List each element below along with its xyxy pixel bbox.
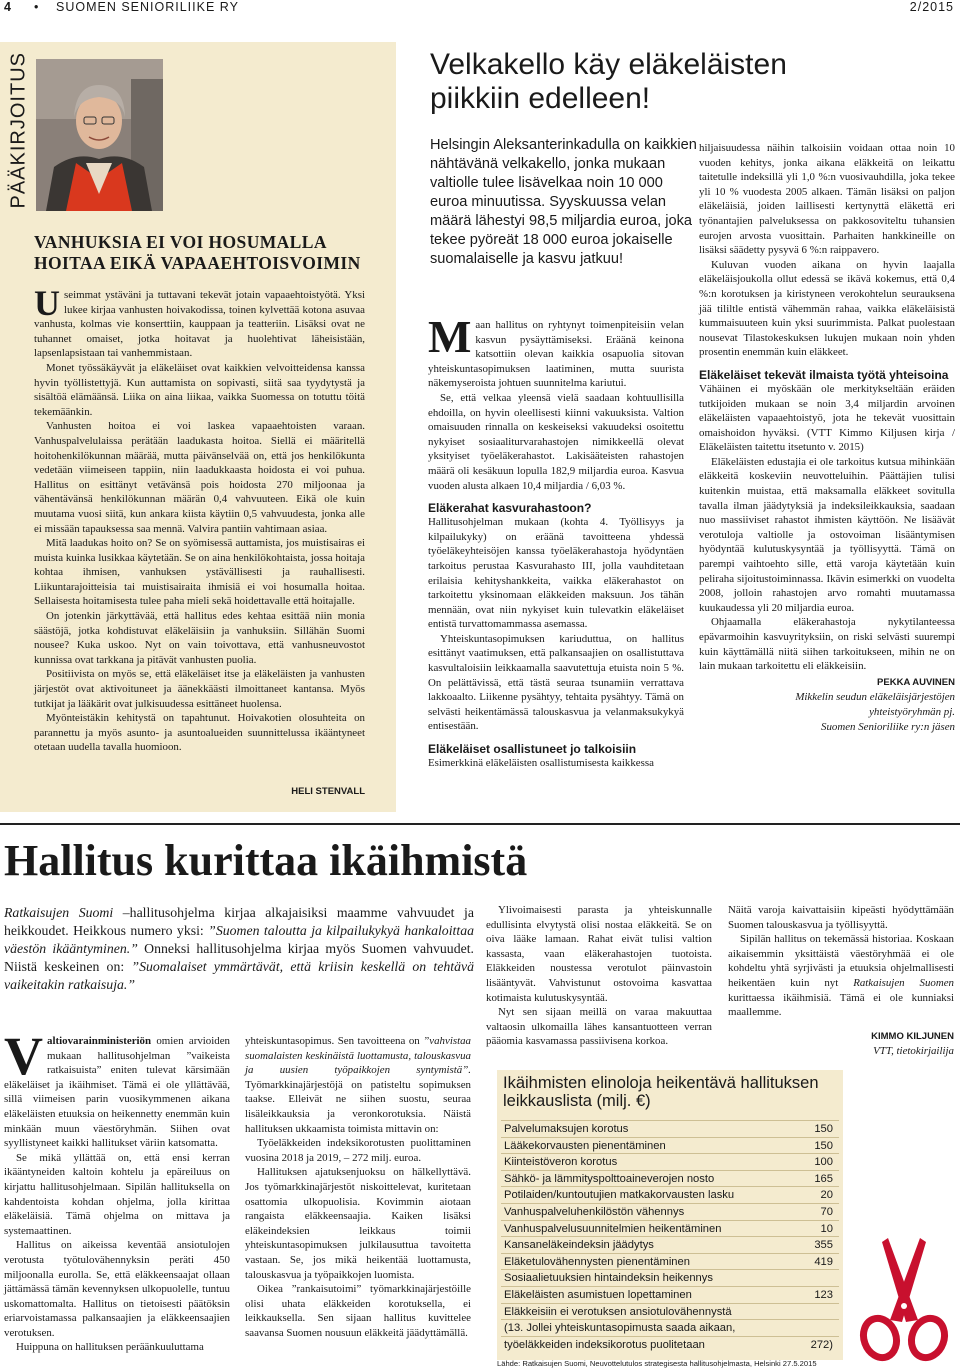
- article-dropcap: M: [428, 311, 472, 362]
- page-number: 4: [4, 0, 12, 14]
- article-paragraph: Vähäinen ei myöskään ole merkitykseltään eräiden tutkijoiden mukaan se noin 3,4 miljardin arvoinen eläkeläisten vapaaehtoistyö, jota he tekevät vuosittain omaishoidon hyväksi. (VTT Kimmo Kiljusen kirja / Eläkeläisten taitettu itsetunto v. 2015): [699, 382, 955, 454]
- article-paragraph: aan hallitus on ryhtynyt toimenpiteisiin velan kasvun pysäyttämiseksi. Eräänä keinona katsottiin olevan kaikkia osapuolia sitovan yhteiskuntasopimuksen laatiminen, mutta suurista näkemyseroista johtuen suunnitelma kariutui.: [428, 319, 684, 390]
- table-row-label: Eläketulovähennysten pienentäminen: [504, 1255, 690, 1268]
- hallitus-paragraph: Huippuna on hallituksen peräänkuuluttama: [16, 1341, 204, 1354]
- table-row-value: 419: [814, 1255, 833, 1268]
- hallitus-paragraph: omien arvioiden mukaan hallitusohjelman ”vaikeista ratkaisuista” eniten tulevat kärsimään eläkeläiset ja ikäihmiset. Tämä ei ole yllättävää, sillä viimeisen parin vuosikymmenen aikana eläkeläisten etuuksia on heikennetty enemmän kuin minkään muun väestöryhmän. Siihen ovat syyllistyneet kaikki hallitukset väriin katsomatta.: [4, 1035, 230, 1150]
- editorial-headline: [34, 232, 389, 274]
- article-lead: Helsingin Aleksanterinkadulla on kaikkien nähtävänä velkakello, jonka mukaan valtiolle tulee lisävelkaa noin 10 000 euroa minuutissa. Syyskuussa velan määrä lähestyi 98,5 miljardia euroa, joka tekee pyöreät 18 000 euroa jokaiselle suomalaiselle ja kasvu jatkuu!: [430, 137, 697, 267]
- editorial-paragraph: seimmat ystäväni ja tuttavani tekevät jotain vapaaehtoistyötä. Yksi lukee kirjaa vanhusten hoivakodissa, toinen kylvettää kotona asuvaa vanhusta, kolmas vie konserttiin, kauppaan ja teatteriin. Lisäksi ovat ne tuhannet omaiset, jotka hoitavat ja huolehtivat läheisistään, lapsenlapsistaan tai vanhemmistaan.: [34, 289, 365, 360]
- article-signature-role: yhteistyöryhmän pj.: [869, 705, 955, 718]
- article-title-line1: Velkakello käy eläkeläisten: [430, 48, 787, 81]
- article-paragraph: hiljaisuudessa näihin talkoisiin voidaan ottaa noin 10 vuoden kehitys, jonka aikana eläkkeitä on leikattu taitetulle indeksillä yli 1,0 %:n vuosivauhdilla, joka tekee yli 10 % vuodesta 2005 alkaen. Tämän lisäksi on paljon eläkeläisiä, joiden laillisesti kertynyttä eläkettä eri työnantajien palveluksessa on pakkosoviteltu tuhansien eurojen arvosta vuosittain. Parhaiten hankkineille on lisäksi säädetty pysyvä 6 %:n raippavero.: [699, 142, 955, 257]
- lead-fragment: Onneksi hallitusohjelma kirjaa myös Suomen vahvuudet. Niistä keskeinen on:: [4, 941, 474, 974]
- table-row-label: Sähkö- ja lämmityspolttoaineverojen nosto: [504, 1172, 715, 1185]
- section-label: [6, 52, 30, 210]
- lead-fragment: Ratkaisujen Suomi: [4, 905, 123, 920]
- editorial-paragraph: Mitä laadukas hoito on? Se on syömisessä auttamista, jos muistisairas ei muista kuinka lusikkaa käytetään. Se on aina henkilökohtaista, jossa hoitaja kohtaa ihmisen, vanhuksen ystävällisesti ja rauhallisesti. Liikuntarajoitteisia tai muistisairaita ihmisiä ei voi hosumalla hoitaa. Sellaisesta hoitamisesta tulee paha mieli sekä hoidettavalle että hoitajalle.: [34, 537, 365, 608]
- article-subheading: Eläkerahat kasvurahastoon?: [428, 501, 592, 516]
- hallitus-paragraph: Työeläkkeiden indeksikorotusten puolittaminen vuosina 2018 ja 2019, – 272 milj. euroa.: [245, 1137, 471, 1164]
- hallitus-fragment: kurittaessa ikäihmisiä. Tämä ei ole kunniaksi maallemme.: [728, 991, 954, 1019]
- article-column-1: [428, 311, 684, 771]
- hallitus-column-4: [728, 903, 954, 1059]
- hallitus-lead: [4, 904, 474, 994]
- article-title-line2: piikkiin edelleen!: [430, 82, 651, 115]
- table-row-value: 355: [814, 1239, 833, 1252]
- table-row: [501, 1153, 839, 1170]
- table-row-label: Kansaneläkeindeksin jäädytys: [504, 1239, 654, 1252]
- editorial-headline-line1: VANHUKSIA EI VOI HOSUMALLA: [34, 232, 327, 252]
- cuts-table-title: Ikäihmisten elinoloja heikentävä hallituksen leikkauslista (milj. €): [503, 1074, 819, 1110]
- hallitus-paragraph: Se mikä yllättää on, että ensi kerran ikääntyneiden kaltoin kohtelu ja epäreiluus on kirjattu hallitusohjelmaan. Sipilän hallituksella on kahdentoista kohdan ohjelma, jolla kirittaa eläkeläisiä. Tämä ohjelma on mittava ja systemaattinen.: [4, 1151, 230, 1237]
- page-header: [0, 0, 960, 18]
- table-row-label: Potilaiden/kuntoutujien matkakorvausten lasku: [504, 1189, 735, 1202]
- table-row-value: 165: [814, 1172, 833, 1185]
- section-divider: [0, 823, 960, 825]
- hallitus-fragment: Työmarkkinajärjestöjä on patisteltu sopimuksen taakse. Elleivät ne siihen suostu, seuraa lisäleikkauksia ja veronkorotuksia. Näistä hallituksen ukkaamista toimista mittavin on:: [245, 1078, 471, 1135]
- table-row-value: 123: [814, 1288, 833, 1301]
- table-row-label: Kiinteistöveron korotus: [504, 1156, 618, 1169]
- article-signature-role: Suomen Senioriliike ry:n jäsen: [821, 720, 955, 733]
- table-row: [501, 1137, 839, 1154]
- hallitus-paragraph: Hallituksen ajatuksenjuoksu on hälkellyttävä. Jos työmarkkinajärjestöt niskoittelevat, kuritetaan osattomia ulkopuolisia. Kovimmin aiotaan rangaista eläkkeensaajia. Kaiken lisäksi eläkeindeksien leikkaus toimii yhteiskuntasopimuksen julkilausuttua tavoitetta vastaan. Se, jos mikä heikentää luottamusta, talouskasvua ja työpaikkojen luomista.: [245, 1166, 471, 1281]
- table-row-label: Eläkkeisiin ei verotuksen ansiotulovähennystä: [504, 1305, 732, 1318]
- table-row: [501, 1236, 839, 1253]
- table-row-value: 100: [814, 1156, 833, 1169]
- table-row-label: Vanhuspalvelusuunnitelmien heikentäminen: [504, 1222, 722, 1235]
- hallitus-paragraph: Oikea ”rankaisutoimi” työmarkkinajärjestöille olisi uhata eläkkeiden korotuksella, ei leikkauksella. Sen sijaan hallitus kuvittelee saavansa Suomen nousuun eläkkeitä jäädyttämällä.: [245, 1283, 471, 1339]
- editorial-dropcap: U: [34, 283, 60, 323]
- table-row-label: työeläkkeiden indeksikorotus puolitetaan: [504, 1338, 705, 1351]
- hallitus-paragraph: Ylivoimaisesti parasta ja yhteiskunnalle edullisinta elvytystä olisi nostaa eläkkeitä. Se on oiva lääke lamaan. Rahat eivät tulisi valtion kassasta, vaan eläkerahastojen tuotoista. Eläkkeiden noustessa verotulot päinvastoin lisääntyvät. Vahvistunut ostovoima kasvattaa kotimaista kulutuskysyntää.: [486, 904, 712, 1004]
- table-row-label: Lääkekorvausten pienentäminen: [504, 1139, 666, 1152]
- hallitus-fragment: ”vahvistaa suomalaisten keskinäistä luottamusta, talouskasvua ja uusien työpaikkojen syntymistä”.: [245, 1035, 471, 1077]
- table-row-value: 150: [814, 1123, 833, 1135]
- issue-number: 2/2015: [909, 0, 954, 14]
- table-row-label: Eläkeläisten asumistuen lopettaminen: [504, 1288, 692, 1301]
- editorial-paragraph: Positiivista on myös se, että eläkeläiset itse ja eläkeläisten ja vanhusten järjestöt ovat aktivoituneet ja äänekkäästi ilmoittaneet kantansa. Myös tutkijat ja lääkärit ovat julkisuudessa esittäneet huolensa.: [34, 668, 365, 710]
- article-paragraph: Eläkeläisten edustajia ei ole tarkoitus kutsua mihinkään eläkkeitä koskeviin neuvotteluihin. Päättäjien tulisi kuitenkin muistaa, että maksamalla eläkkeet sovitulla tavalla ilman jäädytyksiä ja indeksileikkauksia, saadaan nuo massiiviset rahastot ihmisten käyttöön. Ne lisäävät verotuloja valtiolle ja ostovoiman lisääntymisen hyödyntää kulutuskysyntää ja työllisyyttä. Tämä on parempi vaihtoehto sille, että varoja käytetään kuin peliraha sijoitustoiminnassa. Ikävin esimerkki on vuodelta 2008, jolloin rahastojen arvo romahti muutamassa kuukaudessa yli 20 miljardia euroa.: [699, 455, 955, 614]
- table-row-value: 10: [820, 1222, 833, 1235]
- section-label-text: PÄÄKIRJOITUS: [7, 52, 30, 209]
- lead-fragment: ”Suomen taloutta ja kilpailukykyä hankaloittaa väestön ikääntyminen.”: [4, 923, 474, 956]
- article-paragraph: Esimerkkinä eläkeläisten osallistumisesta kaikkessa: [428, 757, 654, 770]
- hallitus-fragment: Ratkaisujen Suomen: [853, 976, 954, 989]
- hallitus-dropcap: V: [4, 1026, 43, 1086]
- table-row: [501, 1336, 839, 1353]
- table-source: Lähde: Ratkaisujen Suomi, Neuvottelutulos strategisesta hallitusohjelmasta, Helsinki 27.5.2015: [497, 1359, 817, 1368]
- article-column-2: [699, 141, 955, 734]
- header-bullet: •: [34, 0, 40, 14]
- editorial-headline-line2: HOITAA EIKÄ VAPAAEHTOISVOIMIN: [34, 253, 361, 273]
- table-row: [501, 1286, 839, 1303]
- hallitus-title: Hallitus kurittaa ikäihmistä: [4, 836, 528, 885]
- article-paragraph: Kuluvan vuoden aikana on hyvin laajalla eläkeläisjoukolla ollut edessä se ikävä kokemus, että 0,4 %:n korotuksen ja kiristyneen verokohtelun seurauksena jää tililtle entistä vähemmän rahaa, vaikka eläkeläisistä kummaisuuteen kuin yksi suurimmista. Palkat puolestaan nousevat Tilastokeskuksen lukujen mukaan noin yhden prosentin enemmän kuin eläkkeet.: [699, 258, 955, 359]
- hallitus-column-1: [4, 1026, 230, 1355]
- bold-fragment: altiovarainministeriön: [47, 1035, 152, 1047]
- lead-fragment: ”Suomalaiset ymmärtävät, että kriisin keskellä on tehtävä vaikeitakin ratkaisuja.”: [4, 959, 474, 992]
- table-row-value: 272): [810, 1338, 833, 1351]
- lead-fragment: –hallitusohjelma kirjaa alkajaisiksi maamme vahvuudet ja heikkoudet. Heikkous numero yksi:: [4, 905, 475, 938]
- table-row-label: Sosiaalietuuksien hintaindeksin heikennys: [504, 1272, 713, 1285]
- cuts-table-box: [497, 1070, 843, 1360]
- hallitus-signature-name: KIMMO KILJUNEN: [871, 1030, 954, 1042]
- article-paragraph: Se, että velkaa yleensä vielä saadaan kohtuullisilla ehdoilla, on hyvin oleellisesti kiinni vakuuksista. Valtion omaisuuden rinnalla on keskeiseksi vakuudeksi osoitettu nykyiset sosiaaliturvarahastojen nimikkeellä olevat yksityiset työeläkerahastot. Lakisääteisten rahastojen määrä oli kesäkuun lopulla 182,9 miljardia euroa. Kasvua vuoden alusta alkaen 10,4 miljardia / 6,03 %.: [428, 391, 684, 492]
- table-row: [501, 1319, 839, 1336]
- hallitus-column-2: [245, 1034, 471, 1340]
- table-row-value: 150: [814, 1139, 833, 1152]
- article-paragraph: Hallitusohjelman mukaan (kohta 4. Työllisyys ja kilpailukyky) on eräänä tavoitteena yhdessä työeläkeyhteisöjen kanssa työeläkerahastoja hyödyntäen tarkoitus perustaa Kasvurahasto III, jolla vauhditetaan erilaisia kehityshankkeita, vaikka eläkerahastot on tarkoitettu yksinomaan eläkkeiden maksuun. Jos tähän mennään, ovat niin nykyiset kuin tulevatkin eläkeläiset entistä turvattomammassa asemassa.: [428, 516, 684, 631]
- editorial-paragraph: Myönteistäkin kehitystä on tapahtunut. Hoivakotien olosuhteita on parannettu ja myös asunto- ja asuntoalueiden suunnittelussa ikääntyneet otetaan uudella tavalla huomioon.: [34, 712, 365, 754]
- table-row-label: (13. Jollei yhteiskuntasopimusta saada aikaan,: [504, 1322, 736, 1335]
- article-paragraph: Yhteiskuntasopimuksen kariuduttua, on hallitus esittänyt vaatimuksen, että palkansaajien on osallistuttava kasvultaloisiin leikkaamalla saavutettuja etuista noin 5 %. On pelättävissä, että tästä seuraa tsunamiin verrattava lakkoaalto. Liikenne pysähtyy, tehtaita pysähtyy. Tämä on selvästi heikentämässä talouskasvua ja velanmaksukykyä entisestään.: [428, 632, 684, 733]
- table-row-label: Palvelumaksujen korotus: [504, 1123, 629, 1135]
- article-title: [430, 48, 930, 116]
- editorial-body: [34, 283, 365, 755]
- article-paragraph: Ohjaamalla eläkerahastoja nykytilanteessa epävarmoihin kasvuyrityksiin, on riski selvästi suurempi kuin käyttämällä niitä siihen tarkoitukseen, mihin ne on lain mukaan tarkoitettu eli eläkkeisiin.: [699, 616, 955, 673]
- table-row: [501, 1186, 839, 1203]
- editorial-paragraph: Vanhusten hoitoa ei voi laskea vapaaehtoisten varaan. Vanhuspalvelulaissa perätään laadukasta hoitoa. Siellä ei määritellä hoitohenkilökunnan määrää, mutta päivänselvää on, että jos henkilökunta vedetään viimeiseen tappiin, niin laadukkaasta hoidosta ei voi puhua. Hallitus on esittänyt vetävänsä pois hoidosta 270 miljoonaa ja vähentävänsä henkilökunnan määrän 0,4 vahvuuteen. Eikä ole kuin muutama vuosi siitä, kun ankara kiista käytiin 0,5 vahvuudesta, jonka alle ei missään tapauksessa saa mennä. Valvira pantiin vahtimaan asiaa.: [34, 420, 365, 535]
- author-photo: [36, 59, 163, 211]
- editorial-paragraph: On jotenkin järkyttävää, että hallitus edes kehtaa esittää niin monia säästöjä, jotka kohdistuvat eläkeläisiin ja vanhuksiin. Sillähän Suomi nousee? Kuka uskoo. Nyt on vain toivottava, että vanhusneuvostot kunnissa ovat tarkkana ja pitävät vanhusten puolia.: [34, 610, 365, 666]
- table-row: [501, 1170, 839, 1187]
- hallitus-column-3: [486, 903, 712, 1049]
- table-row: [501, 1303, 839, 1320]
- table-row: [501, 1220, 839, 1237]
- table-row-value: 70: [820, 1205, 833, 1218]
- editorial-signature: HELI STENVALL: [291, 786, 365, 797]
- table-row: [501, 1203, 839, 1220]
- hallitus-signature-role: VTT, tietokirjailija: [873, 1045, 954, 1058]
- article-signature-role: Mikkelin seudun eläkeläisjärjestöjen: [795, 691, 955, 704]
- article-subheading: Eläkeläiset osallistuneet jo talkoisiin: [428, 742, 637, 757]
- author-portrait-image: [36, 59, 163, 211]
- hallitus-paragraph: Näitä varoja kaivattaisiin kipeästi hyödyttämään Suomen talouskasvua ja työllisyyttä.: [728, 904, 954, 931]
- table-row: [501, 1120, 839, 1137]
- hallitus-paragraph: Nyt sen sijaan meillä on varaa makuuttaa valtaosin ulkomailla lähes kansantuotteen verran pääomia kasvamassa passiivisena korkoa.: [486, 1006, 712, 1048]
- article-signature-name: PEKKA AUVINEN: [877, 676, 955, 688]
- hallitus-fragment: Sipilän hallitus on tekemässä historiaa. Koskaan aikaisemmin yksittäistä väestöryhmää ei ole kohdeltu yhtä syrjivästi ja etuuksia ohjelmallisesti heikentäen kuin nyt: [728, 933, 954, 989]
- hallitus-fragment: yhteiskuntasopimus. Sen tavoitteena on: [245, 1035, 424, 1047]
- article-subheading: Eläkeläiset tekevät ilmaista työtä yhteisoina: [699, 367, 949, 382]
- publication-name: SUOMEN SENIORILIIKE RY: [56, 0, 239, 14]
- table-row: [501, 1253, 839, 1270]
- table-row: [501, 1269, 839, 1286]
- scissors-icon: [850, 1230, 960, 1370]
- hallitus-paragraph: Hallitus on aikeissa keventää ansiotulojen verotusta työtulovähennyksin peräti 450 miljoonalla eurolla. Se, että eläkkeensaajat ollaan jättämässä tämän kevennyksen ulkopuolelle, tuntuu uskomattomalta. Hallitus on tietoisesti päätöksin eriarvoistamassa palkansaajien ja eläkkeensaajien verotuksen.: [4, 1239, 230, 1339]
- cuts-table: [501, 1120, 839, 1352]
- table-row-value: 20: [820, 1189, 833, 1202]
- editorial-paragraph: Monet työssäkäyvät ja eläkeläiset ovat kaikkien velvoitteidensa kanssa hyvin työllistettyjä. Kun auttamista on sopivasti, siitä saa tyydytystä ja sisältöä elämäänsä. Liika on aina liikaa, vaikka Suomessa on totuttu töitä tekemäänkin.: [34, 361, 365, 418]
- table-row-label: Vanhuspalveluhenkilöstön vähennys: [504, 1205, 685, 1218]
